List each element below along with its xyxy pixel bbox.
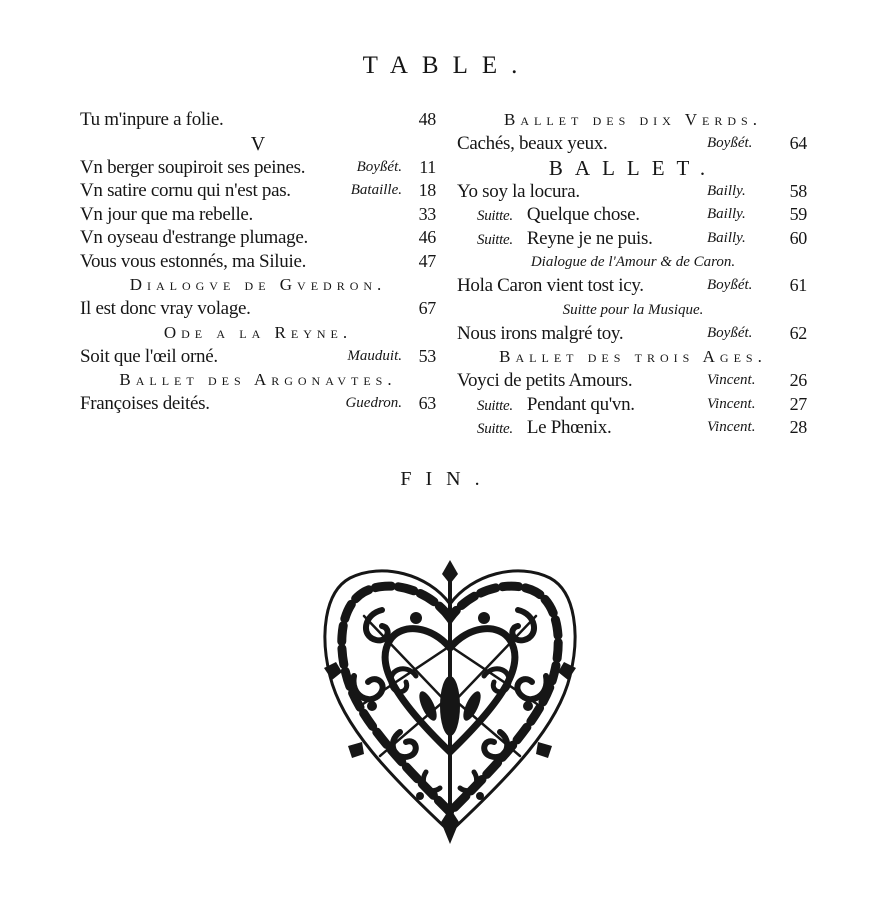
table-entry xyxy=(457,203,809,227)
entry-composer: Bailly. xyxy=(707,229,746,246)
table-entry xyxy=(80,179,436,203)
entry-title: Yo soy la locura. xyxy=(457,180,580,202)
section-heading: Ballet des Argonavtes. xyxy=(119,370,397,389)
entry-composer: Vincent. xyxy=(707,419,756,435)
entry-title: Vn jour que ma rebelle. xyxy=(80,203,254,225)
table-entry xyxy=(457,132,809,156)
suite-label: Suitte. xyxy=(477,231,513,248)
entry-page-number: 61 xyxy=(789,275,807,295)
closing-fin: FIN. xyxy=(400,468,494,490)
entry-composer: Mauduit. xyxy=(347,347,402,364)
entry-title: Françoises deités. xyxy=(80,393,210,414)
entry-title-wrap xyxy=(457,132,607,156)
page-title: TABLE. xyxy=(362,52,532,79)
entry-title: Tu m'inpure a folie. xyxy=(80,109,224,130)
entry-page-number: 64 xyxy=(789,133,807,153)
entry-title-wrap xyxy=(80,392,210,416)
table-entry xyxy=(457,322,809,346)
entry-title-wrap xyxy=(477,203,640,229)
table-entry xyxy=(80,108,436,132)
entry-composer: Bailly. xyxy=(707,182,746,199)
entry-title: Vn satire cornu qui n'est pas. xyxy=(80,180,291,201)
section-heading: Ode a la Reyne. xyxy=(163,322,353,342)
entry-title-wrap xyxy=(457,369,632,393)
entry-page-number: 18 xyxy=(418,180,436,200)
entry-title-wrap xyxy=(80,297,251,321)
entry-page-number: 62 xyxy=(789,322,807,343)
table-entry xyxy=(80,392,436,416)
suite-label: Suitte. xyxy=(477,421,513,437)
entry-title-wrap xyxy=(80,179,291,203)
entry-title: Vn oyseau d'estrange plumage. xyxy=(80,227,308,248)
entry-title-wrap xyxy=(80,250,306,274)
entry-title-wrap xyxy=(80,108,223,132)
suite-label: Suitte. xyxy=(477,208,513,224)
table-entry xyxy=(80,226,436,250)
table-entry xyxy=(80,203,436,227)
table-entry xyxy=(80,345,436,369)
section-heading: V xyxy=(250,132,266,155)
entry-title: Il est donc vray volage. xyxy=(80,298,251,319)
entry-page-number: 60 xyxy=(789,227,807,248)
entry-title-wrap xyxy=(477,393,635,419)
entry-page-number: 59 xyxy=(789,204,807,224)
entry-page-number: 67 xyxy=(418,298,436,318)
entry-composer: Guedron. xyxy=(345,395,402,411)
entry-composer: Boyßét. xyxy=(707,277,753,293)
table-left-column xyxy=(80,108,436,416)
entry-title: Cachés, beaux yeux. xyxy=(457,133,608,154)
entry-page-number: 63 xyxy=(418,393,436,413)
entry-page-number: 58 xyxy=(789,180,807,201)
entry-title-wrap xyxy=(80,203,253,227)
entry-title: Reyne je ne puis. xyxy=(526,227,653,249)
table-entry xyxy=(457,180,809,204)
entry-title: Voyci de petits Amours. xyxy=(457,370,633,391)
entry-title: Pendant qu'vn. xyxy=(526,393,635,415)
table-entry xyxy=(457,416,809,440)
entry-title-wrap xyxy=(457,274,644,298)
entry-page-number: 47 xyxy=(418,250,436,271)
entry-title-wrap xyxy=(80,345,218,369)
entry-title: Hola Caron vient tost icy. xyxy=(457,275,644,296)
entry-title: Nous irons malgré toy. xyxy=(457,322,624,344)
table-entry xyxy=(457,393,809,417)
entry-title: Vous vous estonnés, ma Siluie. xyxy=(80,250,307,272)
entry-page-number: 53 xyxy=(418,345,436,366)
section-heading: Ballet des dix Verds. xyxy=(504,110,762,129)
table-entry xyxy=(457,369,809,393)
entry-page-number: 46 xyxy=(418,227,436,247)
entry-composer: Boyßét. xyxy=(707,324,753,341)
table-entry xyxy=(80,250,436,274)
entry-composer: Boyßét. xyxy=(356,158,402,175)
suite-label: Suitte. xyxy=(477,397,513,414)
table-entry xyxy=(457,227,809,251)
fleuron-ornament-icon xyxy=(320,556,580,846)
entry-title-wrap xyxy=(477,416,611,442)
entry-title-wrap xyxy=(477,227,653,253)
table-entry xyxy=(457,274,809,298)
entry-title-wrap xyxy=(80,156,305,180)
entry-page-number: 48 xyxy=(418,109,436,129)
entry-title-wrap xyxy=(457,180,580,204)
entry-composer: Vincent. xyxy=(707,372,756,388)
entry-composer: Bataille. xyxy=(350,182,402,198)
section-heading: Ballet des trois Ages. xyxy=(499,347,767,366)
entry-title: Soit que l'œil orné. xyxy=(80,345,218,367)
entry-composer: Bailly. xyxy=(707,206,746,222)
entry-title-wrap xyxy=(80,226,308,250)
entry-title-wrap xyxy=(457,322,623,346)
table-right-column xyxy=(457,108,809,440)
entry-page-number: 26 xyxy=(789,370,807,390)
entry-title: Vn berger soupiroit ses peines. xyxy=(80,156,306,178)
table-entry xyxy=(80,297,436,321)
section-heading: Dialogve de Gvedron. xyxy=(129,275,387,294)
entry-page-number: 28 xyxy=(789,417,807,437)
entry-page-number: 27 xyxy=(789,393,807,414)
entry-composer: Vincent. xyxy=(707,395,756,412)
section-heading: Dialogue de l'Amour & de Caron. xyxy=(530,254,736,270)
entry-page-number: 33 xyxy=(418,203,436,224)
section-heading: Suitte pour la Musique. xyxy=(562,301,704,318)
entry-title: Quelque chose. xyxy=(526,204,640,225)
entry-page-number: 11 xyxy=(419,156,436,177)
entry-title: Le Phœnix. xyxy=(526,417,612,438)
entry-composer: Boyßét. xyxy=(707,135,753,151)
section-heading: BALLET. xyxy=(548,155,718,180)
table-entry xyxy=(80,156,436,180)
